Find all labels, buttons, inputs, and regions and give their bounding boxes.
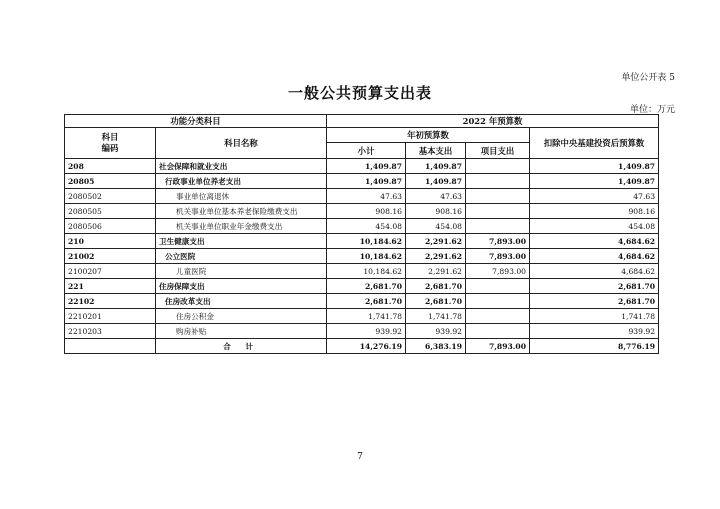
- table-row: [65, 159, 659, 174]
- row-subtotal-cell: 2,681.70: [327, 294, 406, 309]
- row-code-cell: 2210201: [65, 309, 156, 324]
- header-basic-expense: 基本支出: [406, 143, 466, 159]
- header-function-category: 功能分类科目: [65, 115, 327, 128]
- table-row: [65, 294, 659, 309]
- row-project-cell: 7,893.00: [466, 234, 530, 249]
- row-name-cell: 住房改革支出: [156, 294, 327, 309]
- row-code-cell: 22102: [65, 294, 156, 309]
- row-subtotal-cell: 47.63: [327, 189, 406, 204]
- row-basic-cell: 908.16: [406, 204, 466, 219]
- row-project-cell: [466, 189, 530, 204]
- row-basic-cell: 454.08: [406, 219, 466, 234]
- row-excluding-central-cell: 454.08: [530, 219, 659, 234]
- row-code-cell: 21002: [65, 249, 156, 264]
- row-project-cell: [466, 279, 530, 294]
- row-code-cell: 210: [65, 234, 156, 249]
- table-body: [65, 159, 659, 339]
- total-project: 7,893.00: [466, 339, 530, 354]
- row-code-cell: 2080506: [65, 219, 156, 234]
- row-subtotal-cell: 1,741.78: [327, 309, 406, 324]
- row-project-cell: [466, 159, 530, 174]
- row-project-cell: 7,893.00: [466, 249, 530, 264]
- table-row: [65, 189, 659, 204]
- row-code-cell: 208: [65, 159, 156, 174]
- row-subtotal-cell: 1,409.87: [327, 174, 406, 189]
- row-name-cell: 事业单位离退休: [156, 189, 327, 204]
- row-project-cell: [466, 294, 530, 309]
- row-basic-cell: 2,681.70: [406, 294, 466, 309]
- table-number-label: 单位公开表 5: [621, 73, 675, 83]
- row-excluding-central-cell: 4,684.62: [530, 264, 659, 279]
- row-excluding-central-cell: 47.63: [530, 189, 659, 204]
- row-basic-cell: 2,291.62: [406, 264, 466, 279]
- total-code-cell: [65, 339, 156, 354]
- row-project-cell: [466, 219, 530, 234]
- header-initial-budget: 年初预算数: [327, 128, 530, 143]
- row-name-cell: 购房补贴: [156, 324, 327, 339]
- row-name-cell: 社会保障和就业支出: [156, 159, 327, 174]
- total-subtotal: 14,276.19: [327, 339, 406, 354]
- table-header: [65, 115, 659, 159]
- row-project-cell: [466, 324, 530, 339]
- row-project-cell: 7,893.00: [466, 264, 530, 279]
- row-name-cell: 机关事业单位职业年金缴费支出: [156, 219, 327, 234]
- row-excluding-central-cell: 4,684.62: [530, 234, 659, 249]
- table-row: [65, 309, 659, 324]
- total-excluding-central: 8,776.19: [530, 339, 659, 354]
- table-row: [65, 174, 659, 189]
- header-project-expense: 项目支出: [466, 143, 530, 159]
- row-code-cell: 221: [65, 279, 156, 294]
- table-row: [65, 219, 659, 234]
- page-title: 一般公共预算支出表: [287, 84, 432, 102]
- row-excluding-central-cell: 1,741.78: [530, 309, 659, 324]
- header-subtotal: 小计: [327, 143, 406, 159]
- row-excluding-central-cell: 939.92: [530, 324, 659, 339]
- row-code-cell: 2100207: [65, 264, 156, 279]
- total-label: 合 计: [156, 339, 327, 354]
- budget-table: [64, 114, 659, 354]
- table-row: [65, 204, 659, 219]
- row-basic-cell: 47.63: [406, 189, 466, 204]
- row-project-cell: [466, 204, 530, 219]
- row-subtotal-cell: 2,681.70: [327, 279, 406, 294]
- row-excluding-central-cell: 2,681.70: [530, 279, 659, 294]
- row-name-cell: 行政事业单位养老支出: [156, 174, 327, 189]
- row-basic-cell: 2,291.62: [406, 249, 466, 264]
- row-subtotal-cell: 10,184.62: [327, 249, 406, 264]
- row-name-cell: 公立医院: [156, 249, 327, 264]
- row-excluding-central-cell: 4,684.62: [530, 249, 659, 264]
- row-code-cell: 20805: [65, 174, 156, 189]
- table-row: [65, 279, 659, 294]
- row-name-cell: 儿童医院: [156, 264, 327, 279]
- row-name-cell: 住房保障支出: [156, 279, 327, 294]
- row-subtotal-cell: 10,184.62: [327, 234, 406, 249]
- row-code-cell: 2080502: [65, 189, 156, 204]
- unit-label: 单位：万元: [629, 105, 675, 115]
- header-excluding-central: 扣除中央基建投资后预算数: [530, 128, 659, 159]
- row-basic-cell: 1,409.87: [406, 159, 466, 174]
- row-name-cell: 住房公积金: [156, 309, 327, 324]
- row-subtotal-cell: 1,409.87: [327, 159, 406, 174]
- page-number: 7: [357, 452, 363, 462]
- row-basic-cell: 2,291.62: [406, 234, 466, 249]
- table-row: [65, 234, 659, 249]
- row-basic-cell: 1,409.87: [406, 174, 466, 189]
- row-code-cell: 2210203: [65, 324, 156, 339]
- total-row: [65, 339, 659, 354]
- row-project-cell: [466, 174, 530, 189]
- row-subtotal-cell: 939.92: [327, 324, 406, 339]
- header-subject-name: 科目名称: [156, 128, 327, 159]
- table-row: [65, 249, 659, 264]
- header-year-budget: 2022 年预算数: [327, 115, 659, 128]
- row-subtotal-cell: 908.16: [327, 204, 406, 219]
- row-excluding-central-cell: 1,409.87: [530, 159, 659, 174]
- row-project-cell: [466, 309, 530, 324]
- row-excluding-central-cell: 2,681.70: [530, 294, 659, 309]
- row-basic-cell: 1,741.78: [406, 309, 466, 324]
- table-row: [65, 264, 659, 279]
- row-name-cell: 机关事业单位基本养老保险缴费支出: [156, 204, 327, 219]
- row-subtotal-cell: 454.08: [327, 219, 406, 234]
- row-excluding-central-cell: 1,409.87: [530, 174, 659, 189]
- table-row: [65, 324, 659, 339]
- row-code-cell: 2080505: [65, 204, 156, 219]
- row-subtotal-cell: 10,184.62: [327, 264, 406, 279]
- row-basic-cell: 2,681.70: [406, 279, 466, 294]
- row-basic-cell: 939.92: [406, 324, 466, 339]
- row-excluding-central-cell: 908.16: [530, 204, 659, 219]
- total-basic: 6,383.19: [406, 339, 466, 354]
- header-subject-code: 科目 编码: [65, 128, 156, 159]
- row-name-cell: 卫生健康支出: [156, 234, 327, 249]
